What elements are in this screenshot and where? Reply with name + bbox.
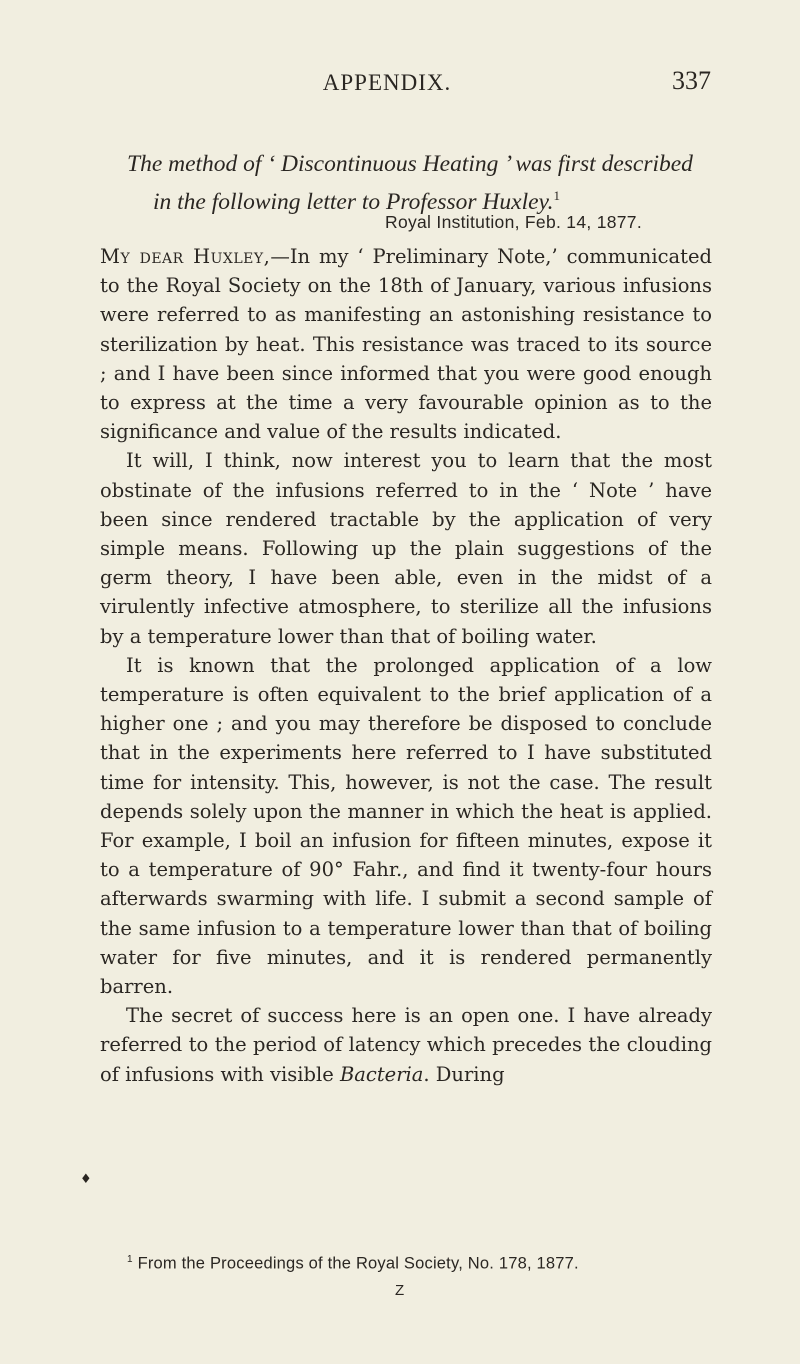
footnote-marker: 1 [127, 1254, 133, 1265]
signature-mark: Z [395, 1282, 405, 1299]
paragraph-4 [100, 1001, 712, 1089]
footnote-text: From the Proceedings of the Royal Society, No. 178, 1877. [137, 1254, 579, 1273]
letter-dateline: Royal Institution, Feb. 14, 1877. [385, 212, 642, 232]
intro-heading [127, 148, 717, 218]
intro-line-1: The method of ‘ Discontinuous Heating ’ was first described [127, 151, 693, 177]
page-number: 337 [672, 66, 711, 95]
paragraph-4-italic: Bacteria [339, 1062, 424, 1086]
intro-line-2: in the following letter to Professor Huxley. [153, 188, 554, 215]
paragraph-1 [100, 242, 712, 446]
footnote [127, 1254, 712, 1274]
paragraph-4-text: The secret of success here is an open one. I have already referred to the period of latency which precedes the clouding of infusions with visible [100, 1004, 712, 1086]
letter-body [100, 242, 712, 1089]
paragraph-1-text: —In my ‘ Preliminary Note,’ communicated to the Royal Society on the 18th of January, various infusions were referred to as manifesting an astonishing resistance to sterilization by heat. This resistance was traced to its source ; and I have been since informed that you were good enough to express at the time a very favourable opinion as to the significance and value of the results indicated. [100, 245, 712, 444]
running-head: APPENDIX. [322, 70, 452, 95]
margin-mark: ♦ [80, 1172, 92, 1187]
paragraph-2: It will, I think, now interest you to learn that the most obstinate of the infusions referred to in the ‘ Note ’ have been since rendered tractable by the application of very simple means. Following up the plain suggestions of the germ theory, I have been able, even in the midst of a virulently infective atmosphere, to sterilize all the infusions by a temperature lower than that of boiling water. [100, 449, 712, 648]
paragraph-3: It is known that the prolonged application of a low temperature is often equivalent to the brief application of a higher one ; and you may therefore be disposed to conclude that in the experiments here referred to I have substituted time for intensity. This, however, is not the case. The result depends solely upon the manner in which the heat is applied. For example, I boil an infusion for fifteen minutes, expose it to a temperature of 90° Fahr., and find it twenty-four hours afterwards swarming with life. I submit a second sample of the same infusion to a temperature lower than that of boiling water for five minutes, and it is rendered permanently barren. [100, 653, 712, 999]
intro-footnote-ref: 1 [553, 188, 561, 203]
salutation: My dear Huxley, [100, 245, 271, 268]
paragraph-4-end: . During [423, 1062, 505, 1086]
